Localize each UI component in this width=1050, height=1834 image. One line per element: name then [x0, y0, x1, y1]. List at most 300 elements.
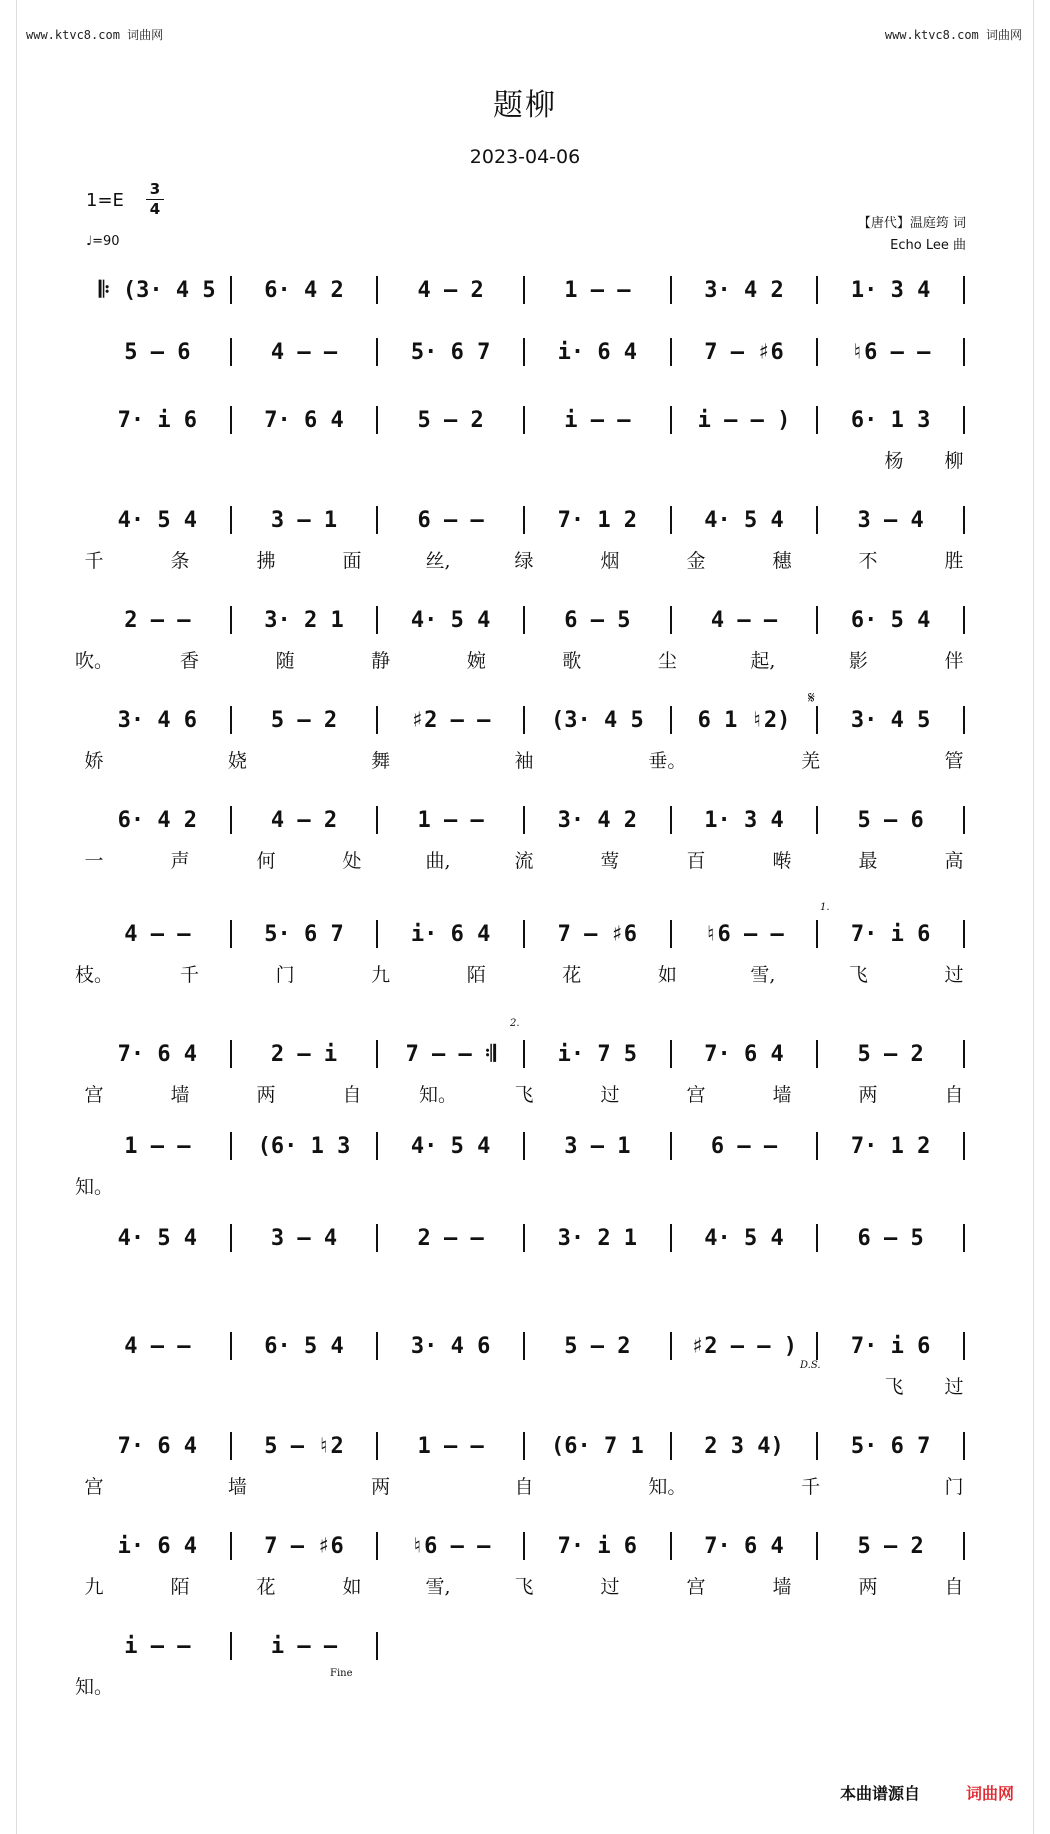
measure: 7 – – 𝄇: [405, 1042, 496, 1067]
lyric-syllable: 高: [944, 850, 964, 872]
lyric-syllable: 处: [342, 850, 362, 872]
bar-line: [816, 606, 818, 634]
lyric-syllable: 曲,: [425, 850, 451, 872]
bar-line: [523, 338, 525, 366]
lyric-row: [74, 646, 964, 672]
composer-credit: Echo Lee 曲: [890, 238, 966, 253]
bar-line: [230, 1432, 232, 1460]
bar-line: [963, 1332, 965, 1360]
measure: 3· 4 2: [557, 808, 638, 833]
lyric-syllable: 宫: [84, 1476, 104, 1498]
bar-line: [230, 1040, 232, 1068]
bar-line: [963, 920, 965, 948]
bar-line: [230, 920, 232, 948]
lyric-row: [74, 1172, 964, 1198]
bar-line: [670, 606, 672, 634]
measure: 4 – 2: [270, 808, 338, 833]
bar-line: [816, 806, 818, 834]
bar-line: [523, 606, 525, 634]
lyric-syllable: 起,: [750, 650, 776, 672]
score-row: [84, 508, 964, 540]
bar-line: [963, 406, 965, 434]
site-watermark-left: www.ktvc8.com 词曲网: [26, 28, 164, 42]
lyric-syllable: 婉: [466, 650, 486, 672]
lyric-syllable: 知。: [74, 1676, 114, 1698]
lyric-syllable: 花: [562, 964, 582, 986]
bar-line: [670, 276, 672, 304]
bar-line: [816, 1132, 818, 1160]
lyric-syllable: 穗: [772, 550, 792, 572]
score-row: [84, 408, 964, 440]
measure: 2 3 4): [704, 1434, 784, 1459]
measure: 4 – –: [124, 922, 191, 947]
measure: i – – ): [697, 408, 791, 433]
bar-line: [816, 276, 818, 304]
lyric-syllable: 啭: [772, 850, 792, 872]
lyric-row: [84, 846, 964, 872]
lyric-syllable: 如: [657, 964, 677, 986]
bar-line: [670, 706, 672, 734]
lyric-syllable: 枝。: [74, 964, 114, 986]
bar-line: [816, 1432, 818, 1460]
lyric-syllable: 管: [944, 750, 964, 772]
bar-line: [523, 806, 525, 834]
measure: 4 – 2: [417, 278, 484, 303]
measure: 2 – i: [270, 1042, 338, 1067]
measure: 3· 4 5: [850, 708, 931, 733]
measure: 6· 4 2: [117, 808, 198, 833]
measure: 𝄆 (3· 4 5: [99, 278, 216, 303]
time-signature-top: 3: [149, 180, 161, 198]
lyric-syllable: 门: [275, 964, 295, 986]
measure: 4 – –: [710, 608, 778, 633]
ds-mark: D.S.: [800, 1360, 821, 1371]
measure: 5· 6 7: [264, 922, 344, 947]
score-date: 2023-04-06: [469, 146, 581, 168]
bar-line: [523, 1132, 525, 1160]
measure: 7· 6 4: [704, 1042, 784, 1067]
bar-line: [963, 606, 965, 634]
measure: 7· 1 2: [557, 508, 638, 533]
measure: (6· 1 3: [257, 1134, 351, 1159]
lyric-syllable: 胜: [944, 550, 964, 572]
measure: 1· 3 4: [704, 808, 784, 833]
measure: 5 – 2: [564, 1334, 631, 1359]
lyric-syllable: 墙: [772, 1576, 792, 1598]
lyric-syllable: 宫: [84, 1084, 104, 1106]
measure: 7· 1 2: [850, 1134, 931, 1159]
lyric-syllable: 墙: [170, 1084, 190, 1106]
lyric-syllable: 宫: [686, 1084, 706, 1106]
lyric-syllable: 何: [256, 850, 276, 872]
site-watermark-right: www.ktvc8.com 词曲网: [884, 28, 1022, 42]
measure: 7· 6 4: [117, 1042, 198, 1067]
measure: 6 – 5: [564, 608, 631, 633]
measure: 7· i 6: [850, 922, 931, 947]
lyric-syllable: 声: [170, 850, 190, 872]
lyric-row: [84, 746, 964, 772]
lyric-syllable: 静: [371, 650, 391, 672]
volta-2-label: 2.: [510, 1018, 520, 1029]
bar-line: [670, 1132, 672, 1160]
lyric-syllable: 香: [180, 650, 200, 672]
lyric-row: [84, 446, 964, 472]
lyric-syllable: 一: [84, 850, 104, 872]
lyric-syllable: 飞: [514, 1084, 534, 1106]
song-title: 题柳: [493, 88, 557, 123]
lyric-syllable: 知。: [648, 1476, 687, 1498]
measure: 3 – 4: [270, 1226, 338, 1251]
measure: 1 – –: [564, 278, 631, 303]
bar-line: [816, 1224, 818, 1252]
lyric-row: [84, 546, 964, 572]
measure: 5 – 6: [124, 340, 191, 365]
lyric-syllable: 莺: [600, 850, 620, 872]
bar-line: [816, 506, 818, 534]
bar-line: [670, 1332, 672, 1360]
bar-line: [523, 506, 525, 534]
measure: 6 – –: [417, 508, 484, 533]
score-row: [84, 808, 964, 840]
lyric-row: [74, 1672, 964, 1698]
bar-line: [376, 706, 378, 734]
lyric-syllable: 柳: [944, 450, 964, 472]
bar-line: [670, 1040, 672, 1068]
lyric-syllable: 垂。: [648, 750, 687, 772]
lyric-syllable: 最: [858, 850, 878, 872]
measure: 7· 6 4: [704, 1534, 784, 1559]
bar-line: [376, 276, 378, 304]
bar-line: [670, 506, 672, 534]
measure: i – –: [564, 408, 631, 433]
measure: 4· 5 4: [410, 1134, 491, 1159]
score-row: [84, 608, 964, 640]
measure: 4· 5 4: [117, 1226, 198, 1251]
left-margin-strip: [0, 0, 17, 1834]
lyric-syllable: 流: [514, 850, 534, 872]
bar-line: [670, 338, 672, 366]
score-row: [84, 340, 964, 372]
bar-line: [523, 920, 525, 948]
measure: 3 – 4: [857, 508, 924, 533]
lyric-syllable: 飞: [884, 1376, 904, 1398]
lyric-syllable: 歌: [562, 650, 582, 672]
right-margin-strip: [1033, 0, 1050, 1834]
measure: i· 7 5: [557, 1042, 638, 1067]
bar-line: [523, 706, 525, 734]
measure: 5 – 6: [857, 808, 924, 833]
lyric-row: [84, 1472, 964, 1498]
lyric-syllable: 过: [600, 1576, 620, 1598]
lyric-row: [84, 1572, 964, 1598]
measure: 7· 6 4: [264, 408, 344, 433]
lyric-syllable: 雪,: [750, 964, 776, 986]
measure: 5 – 2: [270, 708, 338, 733]
tempo-mark: ♩=90: [86, 234, 120, 249]
lyric-syllable: 陌: [170, 1576, 190, 1598]
bar-line: [963, 1224, 965, 1252]
score-row: [84, 1334, 964, 1366]
bar-line: [816, 1040, 818, 1068]
measure: 4· 5 4: [704, 508, 784, 533]
measure: ♮6 – –: [704, 922, 784, 947]
score-row: [84, 708, 964, 740]
lyric-syllable: 吹。: [74, 650, 114, 672]
footer-brand-logo: 词曲网: [965, 1784, 1014, 1803]
bar-line: [816, 920, 818, 948]
bar-line: [376, 806, 378, 834]
lyric-syllable: 条: [170, 550, 190, 572]
bar-line: [230, 806, 232, 834]
lyric-syllable: 千: [801, 1476, 821, 1498]
measure: 5· 6 7: [410, 340, 491, 365]
bar-line: [230, 506, 232, 534]
score-row: [84, 922, 964, 954]
lyric-syllable: 面: [342, 550, 362, 572]
bar-line: [963, 1532, 965, 1560]
lyric-syllable: 自: [944, 1084, 964, 1106]
lyric-syllable: 自: [944, 1576, 964, 1598]
bar-line: [376, 338, 378, 366]
bar-line: [670, 806, 672, 834]
bar-line: [963, 1432, 965, 1460]
measure: 1 – –: [417, 1434, 484, 1459]
measure: 3· 4 6: [117, 708, 198, 733]
measure: 2 – –: [124, 608, 191, 633]
measure: ♯2 – – ): [691, 1334, 797, 1359]
segno-mark: 𝄋: [808, 688, 815, 707]
measure: 1· 3 4: [850, 278, 931, 303]
bar-line: [963, 276, 965, 304]
lyric-syllable: 自: [342, 1084, 362, 1106]
fine-mark: Fine: [330, 1668, 353, 1679]
lyric-syllable: 伴: [944, 650, 964, 672]
bar-line: [230, 1132, 232, 1160]
lyric-syllable: 杨: [884, 450, 904, 472]
lyric-syllable: 拂: [256, 550, 276, 572]
lyric-syllable: 绿: [514, 550, 534, 572]
lyric-syllable: 两: [371, 1476, 391, 1498]
lyric-syllable: 陌: [466, 964, 486, 986]
measure: 7· i 6: [850, 1334, 931, 1359]
lyric-syllable: 千: [180, 964, 200, 986]
bar-line: [376, 1332, 378, 1360]
measure: 4· 5 4: [117, 508, 198, 533]
measure: (3· 4 5: [550, 708, 644, 733]
measure: i· 6 4: [410, 922, 491, 947]
bar-line: [230, 1532, 232, 1560]
bar-line: [523, 1224, 525, 1252]
bar-line: [670, 920, 672, 948]
lyric-syllable: 过: [600, 1084, 620, 1106]
footer-source: 本曲谱源自: [839, 1784, 920, 1803]
measure: 1 – –: [124, 1134, 191, 1159]
measure: 7 – ♯6: [557, 922, 638, 947]
lyric-syllable: 影: [848, 650, 868, 672]
bar-line: [376, 1632, 378, 1660]
measure: 4· 5 4: [704, 1226, 784, 1251]
score-row: [84, 1634, 964, 1666]
measure: 3· 2 1: [557, 1226, 638, 1251]
measure: i – –: [124, 1634, 191, 1659]
measure: i – –: [270, 1634, 338, 1659]
bar-line: [376, 1132, 378, 1160]
bar-line: [230, 276, 232, 304]
lyric-syllable: 金: [686, 550, 706, 572]
lyric-row: [84, 1080, 964, 1106]
bar-line: [670, 1432, 672, 1460]
measure: (6· 7 1: [550, 1434, 644, 1459]
measure: 3· 2 1: [264, 608, 344, 633]
measure: 3 – 1: [270, 508, 338, 533]
bar-line: [523, 1332, 525, 1360]
measure: 5· 6 7: [850, 1434, 931, 1459]
bar-line: [230, 338, 232, 366]
measure: 7· i 6: [117, 408, 198, 433]
bar-line: [523, 1432, 525, 1460]
bar-line: [963, 506, 965, 534]
score-row: [84, 1434, 964, 1466]
measure: 5 – 2: [857, 1534, 924, 1559]
bar-line: [963, 706, 965, 734]
measure: 6 1 ♮2): [697, 708, 791, 733]
score-row: [84, 1042, 964, 1074]
lyric-syllable: 墙: [772, 1084, 792, 1106]
lyric-syllable: 飞: [848, 964, 868, 986]
bar-line: [376, 506, 378, 534]
lyric-syllable: 知。: [74, 1176, 114, 1198]
measure: 4· 5 4: [410, 608, 491, 633]
measure: 6 – –: [710, 1134, 778, 1159]
score-row: [84, 1134, 964, 1166]
bar-line: [816, 406, 818, 434]
bar-line: [523, 1532, 525, 1560]
lyric-syllable: 尘: [657, 650, 677, 672]
measure: 4 – –: [270, 340, 338, 365]
measure: 6· 4 2: [264, 278, 344, 303]
lyric-syllable: 墙: [227, 1476, 247, 1498]
measure: 5 – 2: [417, 408, 484, 433]
measure: 6· 5 4: [264, 1334, 344, 1359]
lyric-row: [74, 960, 964, 986]
bar-line: [816, 338, 818, 366]
lyric-syllable: 九: [84, 1576, 104, 1598]
lyric-syllable: 娆: [227, 750, 247, 772]
bar-line: [523, 276, 525, 304]
lyric-syllable: 不: [858, 550, 878, 572]
lyric-syllable: 如: [342, 1576, 362, 1598]
lyric-syllable: 九: [371, 964, 391, 986]
measure: 1 – –: [417, 808, 484, 833]
bar-line: [376, 1224, 378, 1252]
lyric-syllable: 知。: [418, 1084, 458, 1106]
measure: 6· 5 4: [850, 608, 931, 633]
measure: 7· i 6: [557, 1534, 638, 1559]
lyric-syllable: 门: [944, 1476, 964, 1498]
measure: i· 6 4: [557, 340, 638, 365]
lyric-syllable: 自: [514, 1476, 534, 1498]
bar-line: [523, 406, 525, 434]
measure: 7 – ♯6: [704, 340, 784, 365]
lyric-syllable: 舞: [371, 750, 391, 772]
volta-1-label: 1.: [820, 902, 830, 913]
bar-line: [670, 406, 672, 434]
lyricist-credit: 【唐代】温庭筠 词: [857, 216, 966, 231]
measure: 3 – 1: [564, 1134, 631, 1159]
lyric-syllable: 千: [84, 550, 104, 572]
bar-line: [816, 1332, 818, 1360]
lyric-syllable: 过: [944, 964, 964, 986]
bar-line: [816, 706, 818, 734]
lyric-syllable: 两: [256, 1084, 276, 1106]
lyric-syllable: 羌: [801, 750, 821, 772]
key-signature: 1=E: [86, 190, 124, 211]
measure: 2 – –: [417, 1226, 484, 1251]
bar-line: [670, 1224, 672, 1252]
bar-line: [376, 1040, 378, 1068]
lyric-syllable: 两: [858, 1084, 878, 1106]
lyric-syllable: 袖: [514, 750, 534, 772]
lyric-syllable: 过: [944, 1376, 964, 1398]
bar-line: [230, 606, 232, 634]
bar-line: [963, 1040, 965, 1068]
bar-line: [230, 406, 232, 434]
bar-line: [230, 1632, 232, 1660]
bar-line: [376, 406, 378, 434]
measure: 7· 6 4: [117, 1434, 198, 1459]
lyric-syllable: 随: [275, 650, 295, 672]
lyric-syllable: 花: [256, 1576, 276, 1598]
measure: 5 – ♮2: [264, 1434, 344, 1459]
score-row: [84, 1226, 964, 1258]
bar-line: [376, 920, 378, 948]
measure: ♮6 – –: [410, 1534, 491, 1559]
bar-line: [230, 706, 232, 734]
bar-line: [670, 1532, 672, 1560]
measure: ♮6 – –: [850, 340, 931, 365]
time-signature-bottom: 4: [146, 199, 164, 219]
bar-line: [376, 1532, 378, 1560]
measure: 6 – 5: [857, 1226, 924, 1251]
lyric-syllable: 雪,: [425, 1576, 451, 1598]
measure: ♯2 – –: [410, 708, 491, 733]
lyric-syllable: 飞: [514, 1576, 534, 1598]
lyric-syllable: 百: [686, 850, 706, 872]
bar-line: [523, 1040, 525, 1068]
lyric-syllable: 娇: [84, 750, 104, 772]
bar-line: [963, 1132, 965, 1160]
score-row: [84, 1534, 964, 1566]
measure: 7 – ♯6: [264, 1534, 344, 1559]
measure: 6· 1 3: [850, 408, 931, 433]
bar-line: [963, 338, 965, 366]
measure: 3· 4 2: [704, 278, 784, 303]
bar-line: [376, 606, 378, 634]
bar-line: [816, 1532, 818, 1560]
lyric-syllable: 宫: [686, 1576, 706, 1598]
lyric-syllable: 丝,: [425, 550, 451, 572]
time-signature: [146, 180, 164, 219]
measure: 5 – 2: [857, 1042, 924, 1067]
lyric-syllable: 两: [858, 1576, 878, 1598]
bar-line: [230, 1332, 232, 1360]
measure: i· 6 4: [117, 1534, 198, 1559]
bar-line: [963, 806, 965, 834]
score-row: [84, 278, 964, 310]
bar-line: [230, 1224, 232, 1252]
measure: 4 – –: [124, 1334, 191, 1359]
bar-line: [376, 1432, 378, 1460]
